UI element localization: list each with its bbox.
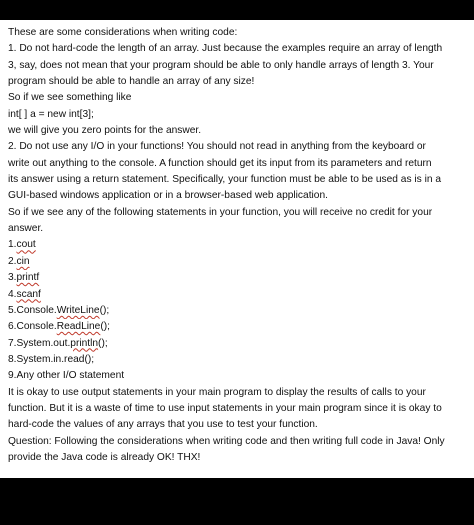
list-item-prefix: 7.System.out. bbox=[8, 337, 71, 349]
question-line: provide the Java code is already OK! THX! bbox=[8, 451, 201, 463]
list-item-code: printf bbox=[16, 272, 40, 284]
text-line: we will give you zero points for the answer. bbox=[8, 125, 202, 137]
list-item-code: ReadLine bbox=[56, 321, 101, 333]
text-line: function. But it is a waste of time to use input statements in your main program since it is okay to bbox=[8, 402, 442, 414]
text-line: answer. bbox=[8, 223, 44, 235]
list-item bbox=[8, 303, 468, 319]
list-item-suffix: (); bbox=[98, 337, 108, 349]
text-line: 2. Do not use any I/O in your functions! You should not read in anything from the keyboard or bbox=[8, 141, 426, 153]
list-item bbox=[8, 368, 468, 384]
text-line: write out anything to the console. A function should get its input from its parameters and return bbox=[8, 157, 432, 169]
list-item bbox=[8, 254, 468, 270]
text-line: int[ ] a = new int[3]; bbox=[8, 108, 94, 120]
list-item-prefix: 8.System.in.read(); bbox=[8, 353, 95, 365]
text-line: 1. Do not hard-code the length of an array. Just because the examples require an array of length bbox=[8, 43, 443, 55]
list-item-prefix: 4. bbox=[8, 288, 17, 300]
list-item-code: WriteLine bbox=[56, 304, 100, 316]
text-line: It is okay to use output statements in your main program to display the results of calls to your bbox=[8, 386, 426, 398]
question-line: Question: Following the considerations when writing code and then writing full code in Java! Only bbox=[8, 435, 445, 447]
list-item bbox=[8, 270, 468, 286]
list-item-prefix: 1. bbox=[8, 239, 17, 251]
text-line: So if we see something like bbox=[8, 92, 132, 104]
list-item-code: println bbox=[70, 337, 99, 349]
list-item bbox=[8, 336, 468, 352]
text-line: GUI-based windows application or in a browser-based web application. bbox=[8, 190, 328, 202]
list-item bbox=[8, 237, 468, 253]
list-item-prefix: 9.Any other I/O statement bbox=[8, 370, 125, 382]
text-line: So if we see any of the following statements in your function, you will receive no credit for your bbox=[8, 206, 433, 218]
text-line: its answer using a return statement. Specifically, your function must be able to be used as is in a bbox=[8, 174, 442, 186]
list-item bbox=[8, 287, 468, 303]
text-line: 3, say, does not mean that your program should be able to only handle arrays of length 3. Your bbox=[8, 59, 434, 71]
text-line: These are some considerations when writing code: bbox=[8, 27, 238, 38]
text-line: program should be able to handle an array of any size! bbox=[8, 76, 255, 88]
list-item-code: scanf bbox=[16, 288, 41, 300]
list-item-code: cin bbox=[16, 255, 30, 267]
list-item-suffix: (); bbox=[100, 321, 110, 333]
list-item-prefix: 6.Console. bbox=[8, 321, 57, 333]
text-line: hard-code the values of any arrays that you use to test your function. bbox=[8, 419, 318, 431]
list-item-prefix: 2. bbox=[8, 255, 17, 267]
list-item bbox=[8, 352, 468, 368]
list-item-prefix: 5.Console. bbox=[8, 304, 57, 316]
list-item-code: cout bbox=[16, 239, 36, 251]
document-page bbox=[0, 20, 474, 478]
list-item-prefix: 3. bbox=[8, 272, 17, 284]
list-item-suffix: (); bbox=[99, 304, 110, 316]
list-item bbox=[8, 319, 468, 335]
